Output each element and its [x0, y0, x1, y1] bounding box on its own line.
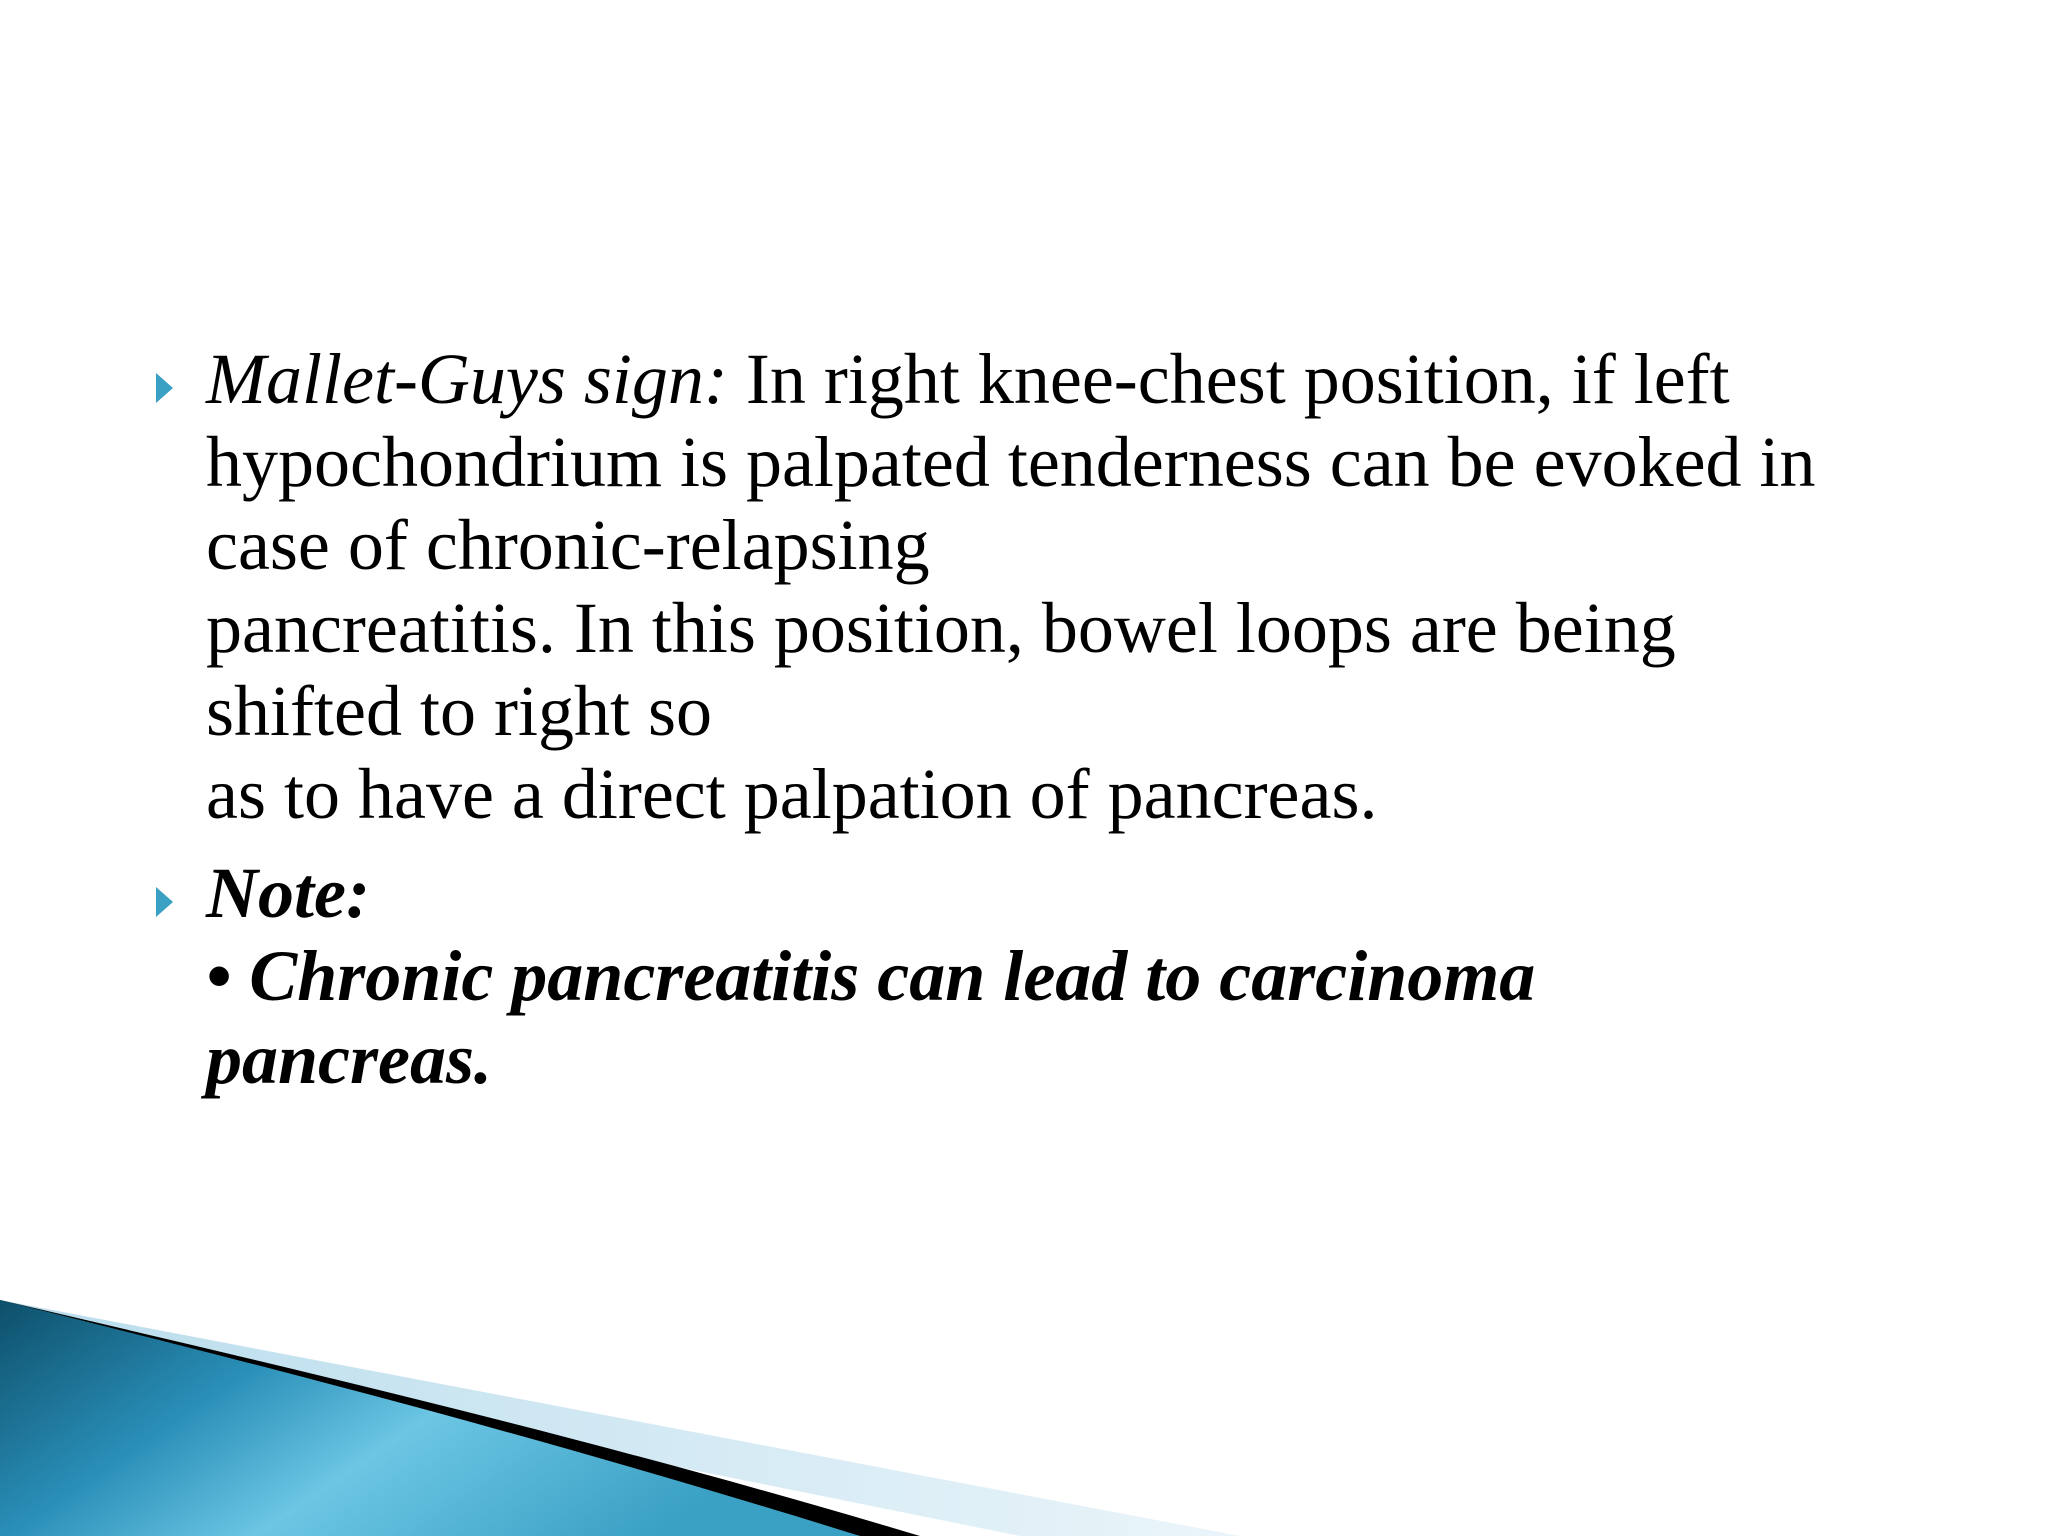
triangle-right-icon: [156, 887, 173, 917]
bullet-line: as to have a direct palpation of pancreas.: [206, 754, 1378, 834]
note-line: • Chronic pancreatitis can lead to carcinoma: [206, 936, 1536, 1016]
triangle-right-icon: [156, 373, 173, 403]
bullet-text: In right knee-chest position, if left: [745, 339, 1730, 419]
bullet-line: shifted to right so: [206, 671, 712, 751]
slide-content: [140, 338, 1940, 1101]
bullet-line: hypochondrium is palpated tenderness can be evoked in: [206, 422, 1816, 502]
note-line: pancreas.: [206, 1019, 492, 1099]
note-heading: Note:: [206, 853, 370, 933]
bullet-line: pancreatitis. In this position, bowel loops are being: [206, 588, 1676, 668]
bullet-term: Mallet-Guys sign:: [206, 339, 728, 419]
bullet-mallet-guys-sign: [140, 338, 1940, 836]
bullet-note: [140, 852, 1940, 1101]
bullet-line: case of chronic-relapsing: [206, 505, 930, 585]
bullet-line: [206, 338, 1940, 421]
wave-blue-fill: [0, 1300, 860, 1536]
